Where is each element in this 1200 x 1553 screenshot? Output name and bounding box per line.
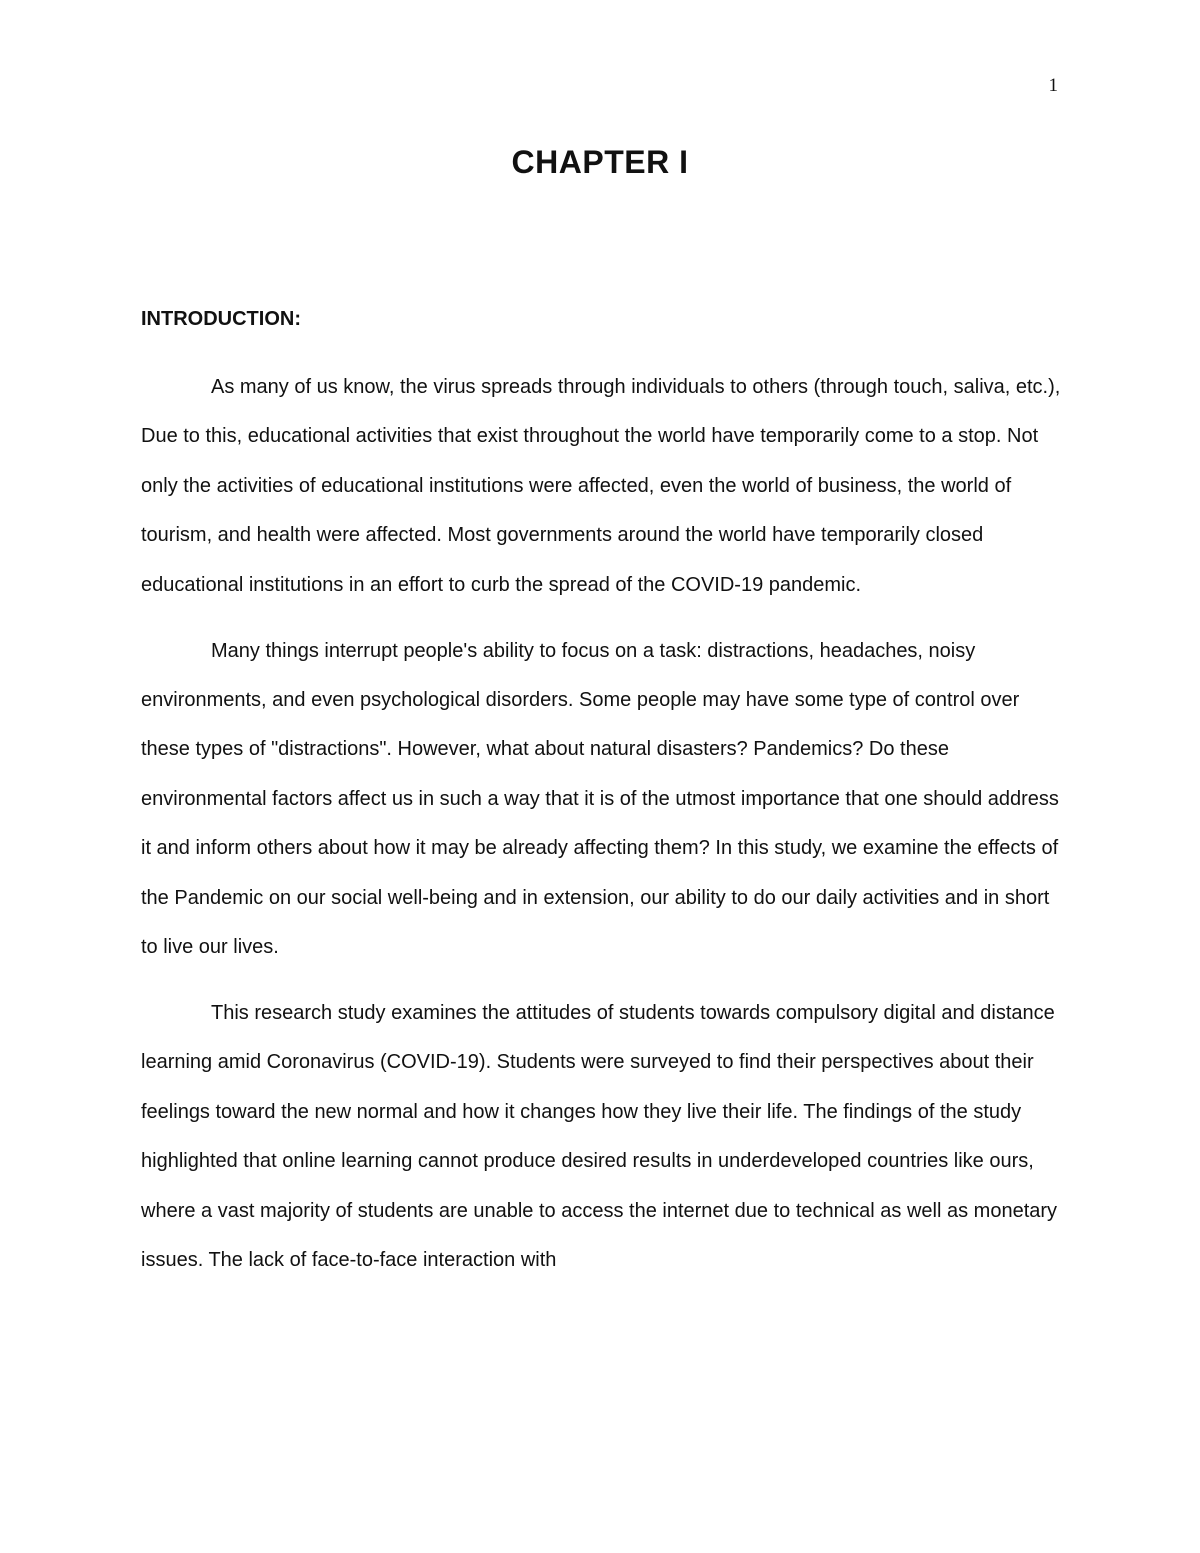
chapter-title: CHAPTER I [511,144,689,180]
page-number: 1 [1048,75,1058,96]
paragraph: As many of us know, the virus spreads through individuals to others (through touch, saliva, etc.), Due to this, educational activities that exist throughout the world have temporarily come to a stop. Not only the activities of educational institutions were affected, even the world of business, the world of tourism, and health were affected. Most governments around the world have temporarily closed educational institutions in an effort to curb the spread of the COVID-19 pandemic. [141,376,1061,596]
paragraph: Many things interrupt people's ability to focus on a task: distractions, headaches, noisy environments, and even psychological disorders. Some people may have some type of control over these types of "distractions". However, what about natural disasters? Pandemics? Do these environmental factors affect us in such a way that it is of the utmost importance that one should address it and inform others about how it may be already affecting them? In this study, we examine the effects of the Pandemic on our social well-being and in extension, our ability to do our daily activities and in short to live our lives. [141,639,1059,958]
body-text [141,363,1071,1302]
section-heading: INTRODUCTION: [141,308,301,330]
paragraph: This research study examines the attitudes of students towards compulsory digital and distance learning amid Coronavirus (COVID-19). Students were surveyed to find their perspectives about their feelings toward the new normal and how it changes how they live their life. The findings of the study highlighted that online learning cannot produce desired results in underdeveloped countries like ours, where a vast majority of students are unable to access the internet due to technical as well as monetary issues. The lack of face-to-face interaction with [141,1001,1058,1271]
